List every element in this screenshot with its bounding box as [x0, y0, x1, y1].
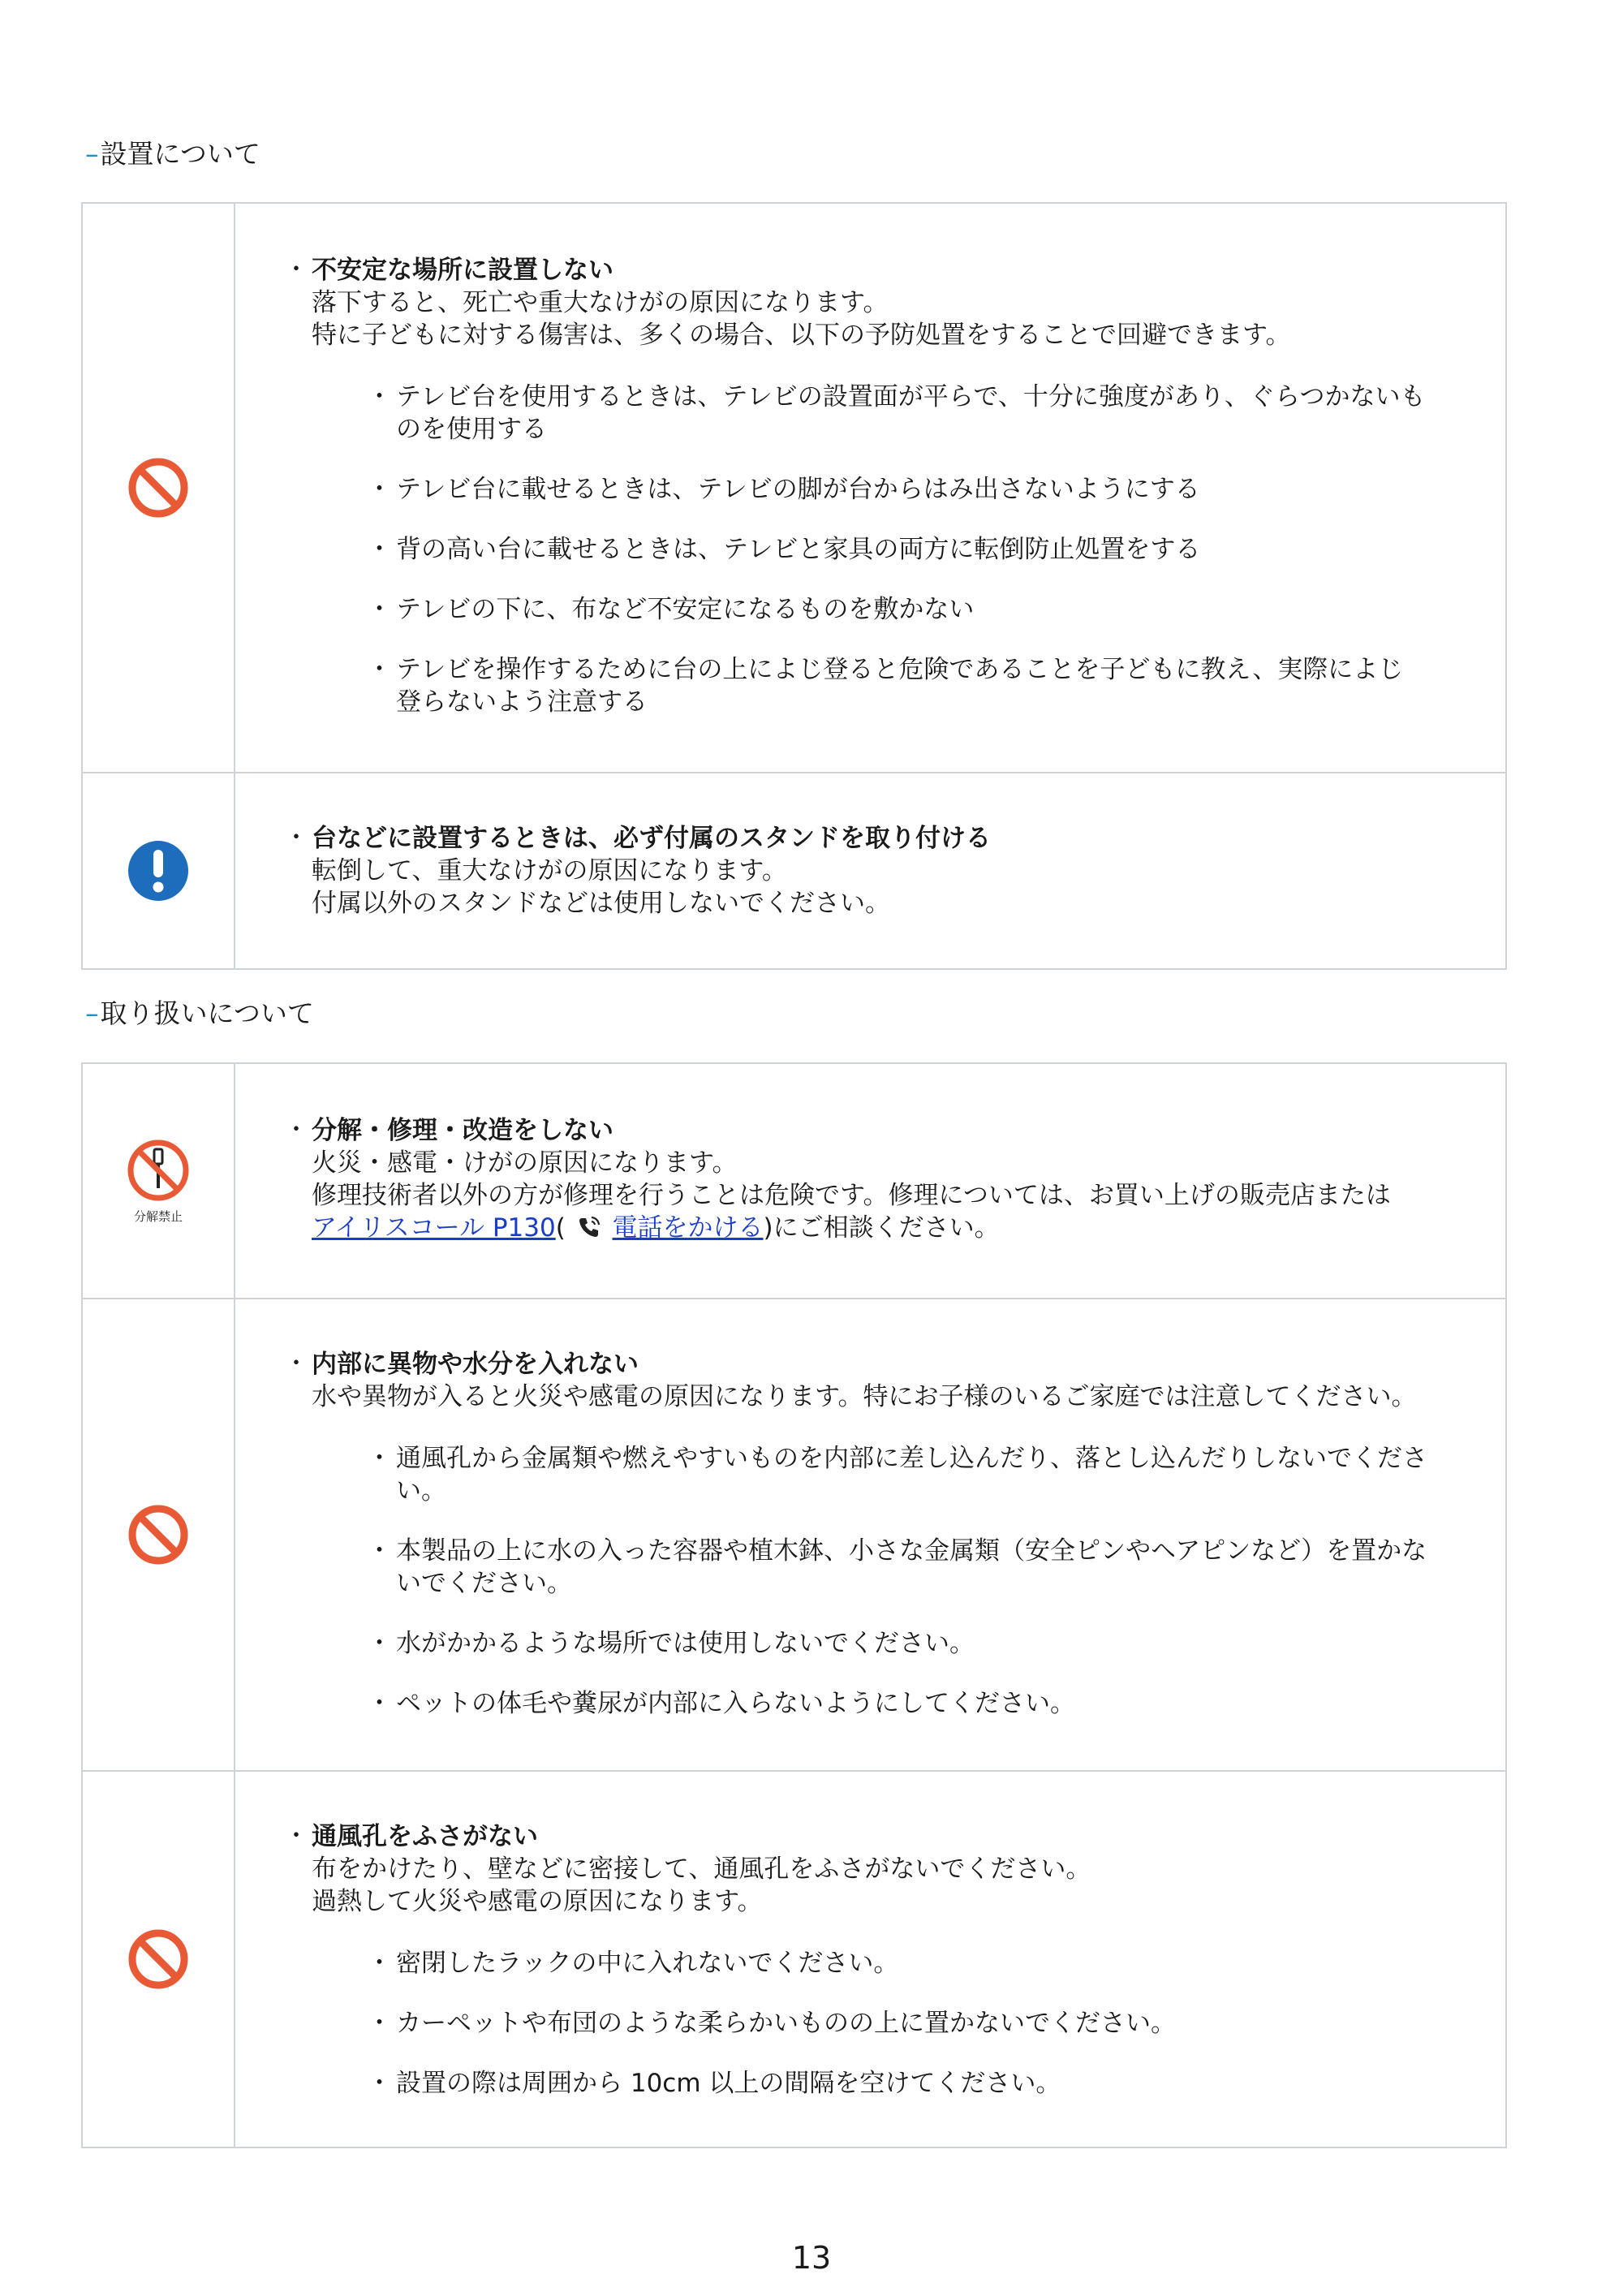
warning-text: 水や異物が入ると火災や感電の原因になります。特にお子様のいるご家庭では注意してください。 — [312, 1382, 1417, 1411]
sub-item — [339, 2067, 1489, 2100]
bullet: ・ — [367, 2009, 392, 2038]
installation-table — [81, 202, 1507, 970]
sub-item — [339, 1687, 1489, 1720]
sub-item — [339, 1627, 1489, 1660]
mandatory-action-icon — [127, 840, 189, 902]
bullet: ・ — [367, 475, 392, 504]
prohibition-icon — [127, 1928, 189, 1990]
icon-cell — [83, 773, 235, 968]
page-number: 13 — [791, 2240, 832, 2276]
sub-item-text: 本製品の上に水の入った容器や植木鉢、小さな金属類（安全ピンやヘアピンなど）を置かな — [396, 1536, 1427, 1566]
no-disassembly-icon — [126, 1138, 191, 1203]
sub-item-text: 密閉したラックの中に入れないでください。 — [396, 1949, 899, 1978]
table-row — [83, 1064, 1505, 1298]
sub-item-text: テレビ台に載せるときは、テレビの脚が台からはみ出さないようにする — [396, 475, 1200, 504]
prohibition-icon — [127, 1504, 189, 1566]
sub-item — [339, 1442, 1489, 1507]
row-content — [235, 773, 1505, 920]
contact-tail: )にご相談ください。 — [763, 1213, 1000, 1243]
section-title-handling — [85, 997, 314, 1030]
bullet: ・ — [367, 2069, 392, 2098]
warning-text: 特に子どもに対する傷害は、多くの場合、以下の予防処置をすることで回避できます。 — [312, 321, 1291, 350]
section-dash: – — [85, 138, 99, 170]
sub-item-text: 水がかかるような場所では使用しないでください。 — [396, 1629, 975, 1658]
sub-item-text: 背の高い台に載せるときは、テレビと家具の両方に転倒防止処置をする — [396, 535, 1201, 564]
warning-item — [284, 254, 1489, 351]
warning-text: 落下すると、死亡や重大なけがの原因になります。 — [312, 288, 889, 317]
section-dash: – — [85, 997, 99, 1029]
bullet: ・ — [367, 595, 392, 624]
sub-item — [339, 2007, 1489, 2040]
warning-item — [284, 1114, 1489, 1244]
section-title-text: 設置について — [100, 138, 260, 170]
bullet: ・ — [367, 655, 392, 684]
bullet: ・ — [367, 382, 392, 411]
sub-item-text: いでください。 — [396, 1569, 572, 1598]
icon-cell — [83, 1772, 235, 2147]
sub-item — [339, 381, 1489, 446]
section-title-text: 取り扱いについて — [100, 997, 314, 1029]
contact-line — [312, 1212, 1489, 1244]
sub-item-text: のを使用する — [396, 415, 547, 444]
bullet: ・ — [367, 1536, 392, 1566]
sub-item — [339, 593, 1489, 626]
sub-item — [339, 653, 1489, 718]
warning-heading: 内部に異物や水分を入れない — [312, 1350, 639, 1379]
no-disassembly-caption: 分解禁止 — [133, 1208, 183, 1224]
warning-heading: 不安定な場所に設置しない — [312, 256, 613, 285]
iris-call-link[interactable]: アイリスコール P130 — [312, 1213, 556, 1243]
handling-table — [81, 1062, 1507, 2148]
paren-open: ( — [555, 1213, 566, 1243]
warning-text: 過熱して火災や感電の原因になります。 — [312, 1887, 763, 1916]
row-content — [235, 204, 1505, 718]
phone-icon — [577, 1215, 601, 1239]
row-content — [235, 1064, 1505, 1244]
table-row — [83, 204, 1505, 772]
warning-text: 修理技術者以外の方が修理を行うことは危険です。修理については、お買い上げの販売店または — [312, 1181, 1391, 1210]
warning-heading: 分解・修理・改造をしない — [312, 1116, 613, 1145]
sub-item-text: 通風孔から金属類や燃えやすいものを内部に差し込んだり、落とし込んだりしないでくださ — [396, 1444, 1427, 1473]
icon-cell — [83, 1299, 235, 1770]
warning-text: 火災・感電・けがの原因になります。 — [312, 1148, 738, 1178]
sub-item — [339, 1535, 1489, 1600]
section-title-installation — [85, 138, 260, 170]
sub-item-text: カーペットや布団のような柔らかいものの上に置かないでください。 — [396, 2009, 1176, 2038]
sub-item — [339, 533, 1489, 566]
warning-item — [284, 1348, 1489, 1413]
warning-text: 転倒して、重大なけがの原因になります。 — [312, 856, 787, 885]
warning-heading: 台などに設置するときは、必ず付属のスタンドを取り付ける — [312, 824, 991, 853]
sub-item-text: 登らないよう注意する — [396, 687, 648, 717]
warning-text: 布をかけたり、壁などに密接して、通風孔をふさがないでください。 — [312, 1854, 1091, 1884]
row-content — [235, 1299, 1505, 1720]
table-row — [83, 1298, 1505, 1770]
bullet: ・ — [284, 1822, 308, 1850]
warning-item — [284, 1820, 1489, 1918]
bullet: ・ — [367, 1689, 392, 1718]
bullet: ・ — [284, 1116, 308, 1144]
bullet: ・ — [367, 535, 392, 564]
row-content — [235, 1772, 1505, 2100]
warning-item — [284, 822, 1489, 920]
icon-cell — [83, 204, 235, 772]
sub-item — [339, 1947, 1489, 1979]
table-row — [83, 1770, 1505, 2147]
sub-item-text: 設置の際は周囲から 10cm 以上の間隔を空けてください。 — [396, 2069, 1061, 2098]
bullet: ・ — [284, 1350, 308, 1378]
sub-item-text: テレビを操作するために台の上によじ登ると危険であることを子どもに教え、実際によじ — [396, 655, 1404, 684]
icon-cell — [83, 1064, 235, 1298]
prohibition-icon — [127, 457, 189, 519]
warning-text: 付属以外のスタンドなどは使用しないでください。 — [312, 889, 890, 918]
table-row — [83, 772, 1505, 968]
call-phone-link[interactable]: 電話をかける — [612, 1213, 764, 1243]
sub-item-text: テレビの下に、布など不安定になるものを敷かない — [396, 595, 975, 624]
sub-item-text: い。 — [396, 1476, 446, 1506]
bullet: ・ — [367, 1444, 392, 1473]
warning-heading: 通風孔をふさがない — [312, 1822, 538, 1851]
bullet: ・ — [367, 1949, 392, 1978]
bullet: ・ — [367, 1629, 392, 1658]
bullet: ・ — [284, 256, 308, 284]
sub-item — [339, 473, 1489, 506]
bullet: ・ — [284, 824, 308, 852]
sub-item-text: テレビ台を使用するときは、テレビの設置面が平らで、十分に強度があり、ぐらつかないも — [396, 382, 1426, 411]
sub-item-text: ペットの体毛や糞尿が内部に入らないようにしてください。 — [396, 1689, 1075, 1718]
